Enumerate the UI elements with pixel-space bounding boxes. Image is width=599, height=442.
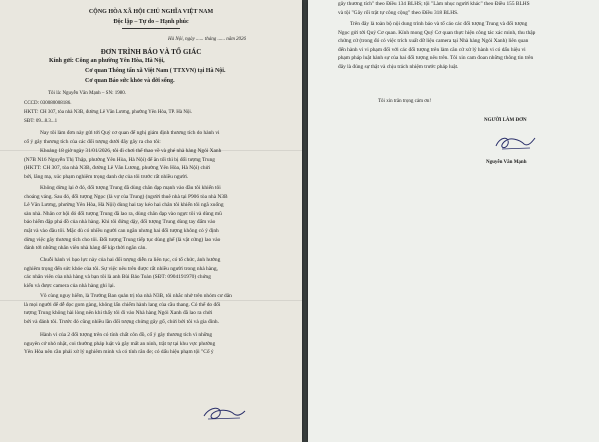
paragraph-1 — [24, 129, 286, 146]
text-line: Không dừng lại ở đó, đối tượng Trung đã dùng chân đạp mạnh vào đầu tôi khiến tôi — [40, 185, 221, 191]
text-line: gây thương tích" theo Điều 134 BLHS; tội "Làm nhục người khác" theo Điều 155 BLHS — [338, 1, 530, 7]
text-line: mặt và vào đầu tôi. Mặc dù có nhiều người can ngăn nhưng hai đối tượng không có ý định — [24, 227, 219, 234]
signer-name: Nguyễn Văn Mạnh — [486, 160, 527, 165]
text-line: đây là đúng sự thật và chịu trách nhiệm trước pháp luật. — [338, 63, 459, 70]
text-line: nguyên cớ nhỏ nhặt, coi thường pháp luật và gây mất an ninh, trật tự tại khu vực phường — [24, 340, 216, 347]
text-line: tượng Trung không hài lòng nên khi thấy tôi đi vào Nhà hàng Ngói Xanh đã lao ra chửi — [24, 310, 213, 317]
text-line: các nhân viên của nhà hàng và bạn tôi là anh Bùi Bảo Toàn (SĐT: 0904191970) chứng — [24, 274, 211, 281]
dateline: Hà Nội, ngày ...... tháng ...... năm 2026 — [168, 37, 247, 42]
applicant-address: HKTT: CH 307, tòa nhà N3B, đường Lê Văn Lương, phường Yên Hòa, TP. Hà Nội. — [24, 110, 193, 115]
signature-mark — [492, 130, 538, 154]
paragraph-6 — [24, 331, 286, 357]
text-line: Khoảng 18 giờ ngày 31/01/2026, tôi đi chơi thể thao về và ghé nhà hàng Ngói Xanh — [40, 148, 222, 154]
national-motto: Độc lập – Tự do – Hạnh phúc — [113, 19, 189, 25]
recipient-line: Kính gửi: Công an phường Yên Hòa, Hà Nội, — [49, 58, 165, 64]
document-title: ĐƠN TRÌNH BÁO VÀ TỐ GIÁC — [100, 48, 202, 56]
text-line: phạm pháp luật hành sự của hai đối tượng nêu trên. Tôi xin cam đoan những thông tin trên — [338, 55, 534, 62]
text-line: Ngọc gửi tới Quý Cơ quan. Kính mong Quý Cơ quan thực hiện công tác xác minh, thu thập — [338, 29, 536, 36]
thanks-line: Tôi xin trân trọng cảm ơn! — [378, 99, 432, 104]
applicant-id: CCCD: 030080008186. — [24, 101, 72, 106]
text-line: là mọi người để dễ đọc gom gàng, không lấn chiếm hành lang của cầu thang. Có thể do đối — [24, 301, 221, 308]
national-header: CỘNG HÒA XÃ HỘI CHỦ NGHĨA VIỆT NAM — [88, 9, 214, 15]
text-line: bới và đánh tôi. Trước đó cũng nhiều lần đối tượng chửng gây gổ, chửi bới tôi và gia đình. — [24, 318, 219, 325]
text-line: chứng cứ (trong đó có việc trích xuất dữ liệu camera tại Nhà hàng Ngói Xanh) liên quan — [338, 38, 529, 45]
text-line: đánh tới những nhân viên nhà hàng để kịp thời ngăn cản. — [24, 245, 147, 252]
text-line: bảo hiểm đập phá đồ của nhà hàng. Khi tôi đứng dậy, đối tượng Trung dùng tay đấm vào — [24, 219, 216, 226]
paragraph-4 — [24, 256, 286, 290]
text-line: choáng váng. Sau đó, đối tượng Ngọc (là vợ của Trung) (người thuê nhà tại P906 tòa nhà N3B — [24, 193, 228, 200]
continuation-text — [338, 0, 588, 17]
text-line: sàn nhà. Nhân cơ hội đó đối tượng Trung đã lao ra, dùng chân đạp vào ngực tôi và dùng mũ — [24, 210, 222, 217]
signer-title: NGƯỜI LÀM ĐƠN — [484, 118, 527, 123]
text-line: Trên đây là toàn bộ nội dung trình báo và tố cáo các đối tượng Trung và đối tượng — [350, 21, 528, 27]
paragraph-2 — [24, 147, 286, 181]
closing-paragraph — [338, 20, 588, 72]
text-line: cố ý gây thương tích của các đối tượng dưới đây gây ra cho tôi: — [24, 138, 161, 145]
text-line: Nay tôi làm đơn này gửi tới Quý cơ quan để nghị giám định thương tích do hành vi — [40, 130, 220, 136]
text-line: Hành vi của 2 đối tượng trên có tính chất côn đồ, cố ý gây thương tích vì những — [40, 332, 213, 338]
text-line: và tội "Gây rối trật tự công cộng" theo Điều 318 BLHS. — [338, 9, 459, 16]
recipient-line: Cơ quan Thông tấn xã Việt Nam ( TTXVN) tại Hà Nội. — [85, 68, 226, 74]
motto-underline — [122, 28, 180, 29]
text-line: kiến và được camera của nhà hàng ghi lại. — [24, 282, 115, 289]
applicant-name: Tôi là: Nguyễn Văn Mạnh – SN: 1980. — [48, 91, 126, 96]
paragraph-3 — [24, 184, 286, 253]
signature-mark — [200, 402, 248, 424]
text-line: bới, lăng mạ, xúc phạm nghiêm trọng danh dự của tôi trước rất nhiều người. — [24, 173, 189, 180]
applicant-phone: SĐT: 09...8.3...1 — [24, 119, 58, 124]
text-line: dừng việc gây thương tích cho tôi. Đối tượng Trung tiếp tục dùng ghế (là vật cứng) lao vào — [24, 236, 221, 243]
text-line: Chuỗi hành vi bạo lực này của hai đối tượng diễn ra liên tục, có tổ chức, ảnh hưởng — [40, 257, 221, 263]
text-line: (HKTT: CH 307, tòa nhà N3B, đường Lê Văn Lương, phường Yên Hòa, Hà Nội) chửi — [24, 165, 210, 172]
paragraph-5 — [24, 292, 286, 326]
text-line: Lê Văn Lương, phường Yên Hòa, Hà Nội) dùng hai tay kéo hai chân tôi khiến tôi ngã xuống — [24, 202, 224, 209]
text-line: Vô cùng nguy hiểm, là Trưởng Ban quản trị tòa nhà N3B, tôi nhắc nhở trên nhóm cư dân — [40, 293, 232, 299]
recipient-line: Cơ quan Báo sức khỏe và đời sống. — [85, 78, 175, 84]
text-line: đến hành vi vi phạm đối với các đối tượng trên làm căn cứ xử lý hành vi có dấu hiệu vi — [338, 46, 526, 53]
text-line: nghiêm trọng đến sức khỏe của tôi. Sự việc nêu trên được rất nhiều người trong nhà hàng, — [24, 265, 218, 272]
text-line: Yên Hòa nên cần phải xử lý nghiêm minh và có tính răn đe; có dấu hiệu phạm tội "Cố ý — [24, 349, 214, 356]
document-page-2 — [308, 0, 599, 442]
text-line: (N7B N16 Nguyễn Thị Thập, phường Yên Hòa, Hà Nội) để ăn tối thì bị đối tượng Trung — [24, 156, 215, 163]
